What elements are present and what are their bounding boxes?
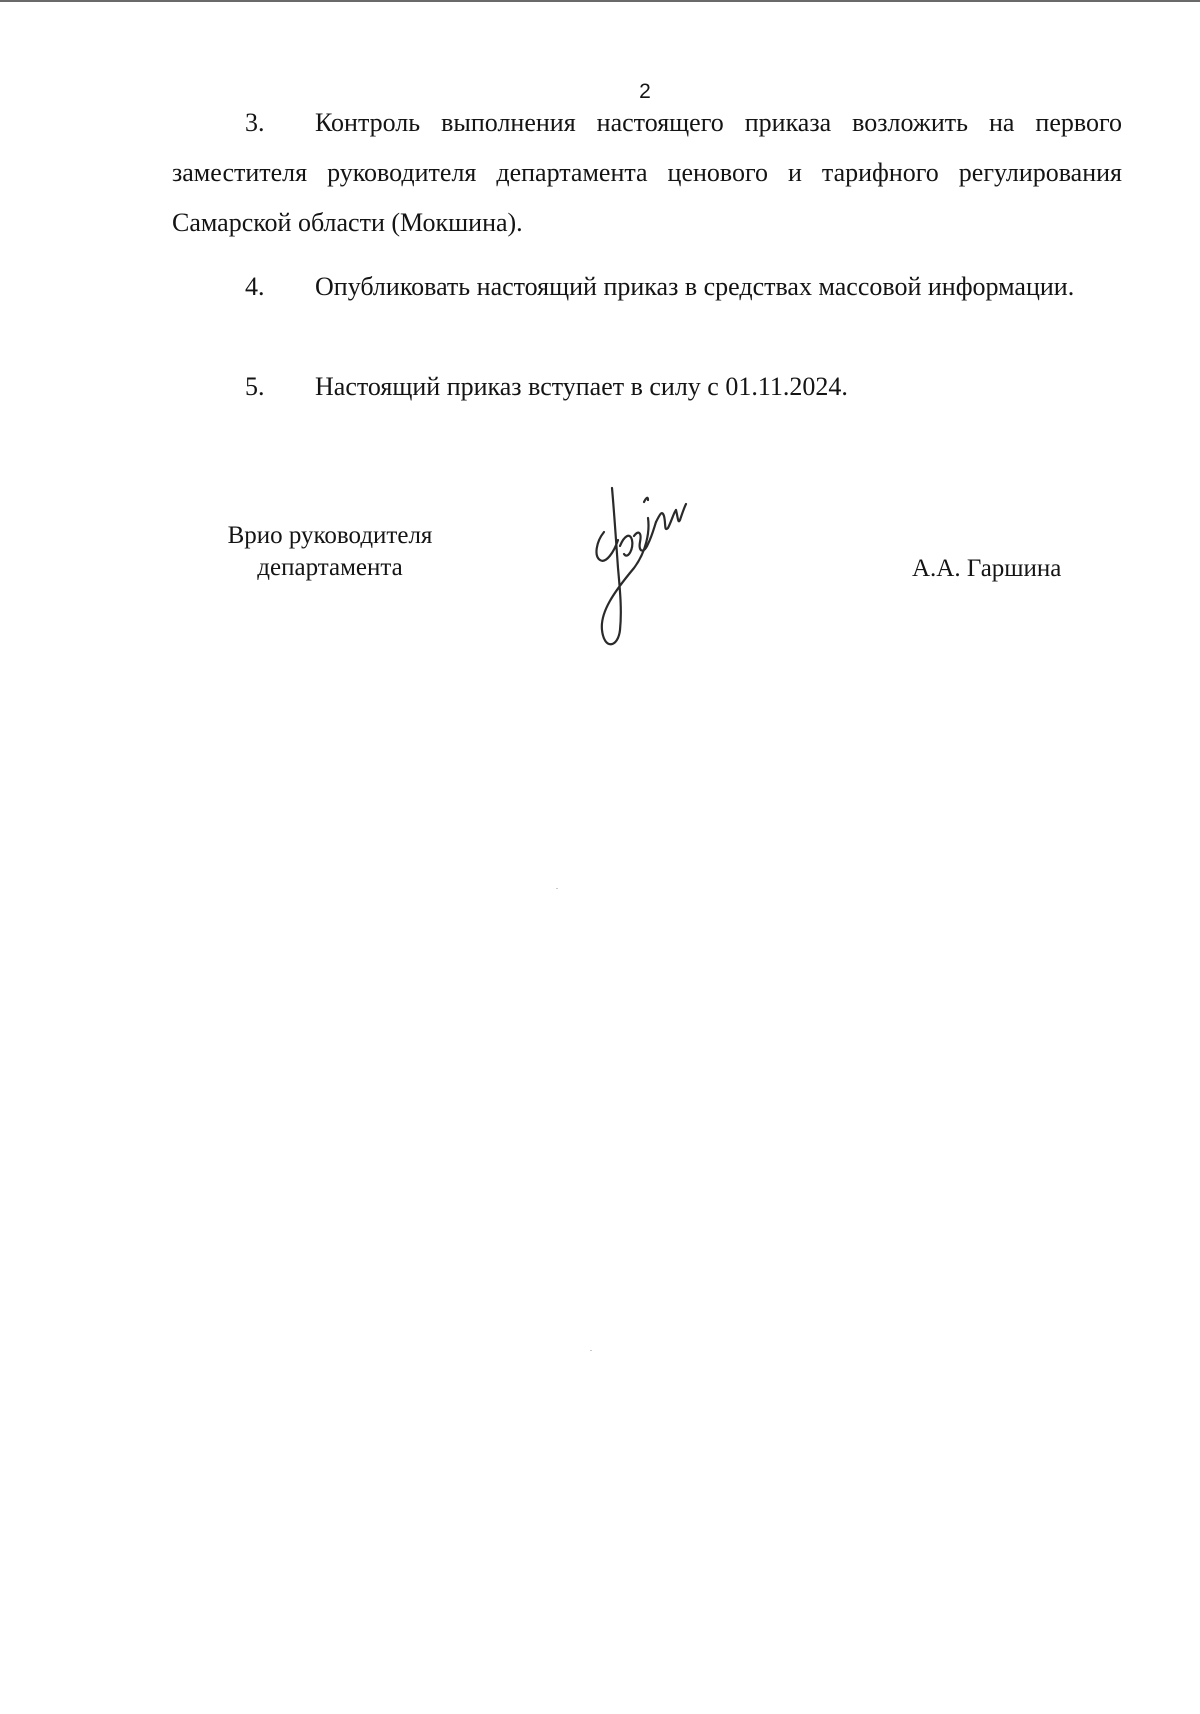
- paragraph-number: 4.: [245, 272, 265, 301]
- paragraph-number: 5.: [245, 372, 265, 401]
- signatory-position-line1: Врио руководителя: [227, 522, 433, 549]
- scan-speck: [556, 888, 558, 889]
- page-top-border: [0, 0, 1200, 2]
- handwritten-signature: [590, 480, 700, 650]
- scan-speck: [590, 1350, 592, 1351]
- paragraph-number: 3.: [245, 108, 265, 137]
- paragraph-text: Контроль выполнения настоящего приказа возложить на первого заместителя руководителя департамента ценового и тарифного регулирования Самарской области (Мокшина).: [172, 108, 1122, 237]
- signatory-name: А.А. Гаршина: [912, 555, 1062, 582]
- signatory-position: [190, 520, 470, 584]
- paragraph-3: [172, 98, 1122, 248]
- paragraph-text: Настоящий приказ вступает в силу с 01.11.2024.: [315, 372, 848, 401]
- page-number: 2: [639, 80, 651, 103]
- paragraph-4: [172, 262, 1122, 312]
- signatory-position-line2: департамента: [257, 554, 403, 581]
- paragraph-text: Опубликовать настоящий приказ в средствах массовой информации.: [315, 272, 1075, 301]
- paragraph-5: [172, 362, 1122, 412]
